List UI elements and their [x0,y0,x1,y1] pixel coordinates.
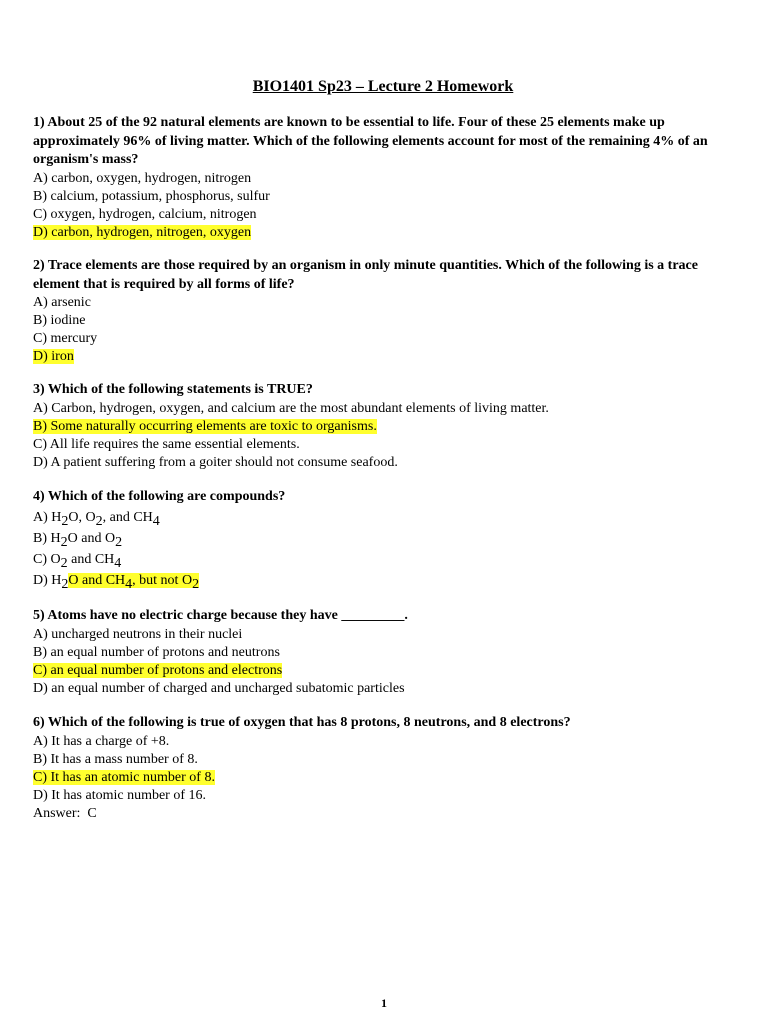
page-title: BIO1401 Sp23 – Lecture 2 Homework [252,78,514,95]
question-stem: 4) Which of the following are compounds? [33,489,286,504]
option-b: B) calcium, potassium, phosphorus, sulfur [33,188,270,204]
question-2 [33,257,745,366]
option-c: C) mercury [33,331,98,346]
question-5 [33,607,745,698]
option-d: D) A patient suffering from a goiter should not consume seafood. [33,454,398,470]
option-d: D) an equal number of charged and uncharged subatomic particles [33,680,405,696]
question-3 [33,381,745,472]
highlighted-answer: B) Some naturally occurring elements are toxic to organisms. [33,418,377,434]
highlighted-answer: D) carbon, hydrogen, nitrogen, oxygen [33,224,252,240]
question-stem: 6) Which of the following is true of oxygen that has 8 protons, 8 neutrons, and 8 electrons? [33,715,571,730]
highlighted-answer: C) It has an atomic number of 8. [33,769,215,785]
question-stem: 2) Trace elements are those required by an organism in only minute quantities. Which of the following is a trace element that is required by all forms of life? [33,258,698,292]
option-a: A) carbon, oxygen, hydrogen, nitrogen [33,170,252,186]
option-c-highlighted [33,662,745,680]
option-a: A) It has a charge of +8. [33,733,170,749]
question-stem: 1) About 25 of the 92 natural elements are known to be essential to life. Four of these 25 elements make up approximately 96% of living matter. Which of the following elements account for most of the remaining 4% of an organism's mass? [33,115,708,167]
option-a: A) $H_2O$, $O_2$, and $CH_4$ [33,509,160,529]
question-4 [33,488,745,591]
option-c-highlighted [33,769,745,787]
option-d: D) It has atomic number of 16. [33,787,207,803]
highlighted-answer: D) iron [33,349,74,364]
option-b: B) It has a mass number of 8. [33,751,198,767]
option-a: A) Carbon, hydrogen, oxygen, and calcium are the most abundant elements of living matter. [33,400,549,416]
option-b: B) $H_2O$ and $O_2$ [33,530,123,550]
option-b-highlighted [33,418,745,436]
option-a: A) uncharged neutrons in their nuclei [33,626,243,642]
option-b: B) iodine [33,313,86,328]
question-6 [33,714,745,823]
option-c: C) $O_2$ and $CH_4$ [33,551,122,571]
highlighted-answer: O and $CH_4$, but not $O_2$ [68,572,200,592]
option-a: A) arsenic [33,295,91,310]
option-c: C) All life requires the same essential elements. [33,436,300,452]
question-1 [33,114,745,242]
option-c: C) oxygen, hydrogen, calcium, nitrogen [33,206,257,222]
option-d-highlighted [33,348,745,366]
question-stem: 5) Atoms have no electric charge because they have _________. [33,608,408,623]
question-stem: 3) Which of the following statements is TRUE? [33,382,313,397]
answer-line: Answer: C [33,805,97,821]
highlighted-answer: C) an equal number of protons and electrons [33,662,283,678]
option-d-highlighted: D) $H_2O$ and $CH_4$, but not $O_2$ [33,572,200,592]
page-number: 1 [381,996,387,1010]
option-b: B) an equal number of protons and neutrons [33,644,280,660]
option-d-highlighted [33,224,745,242]
